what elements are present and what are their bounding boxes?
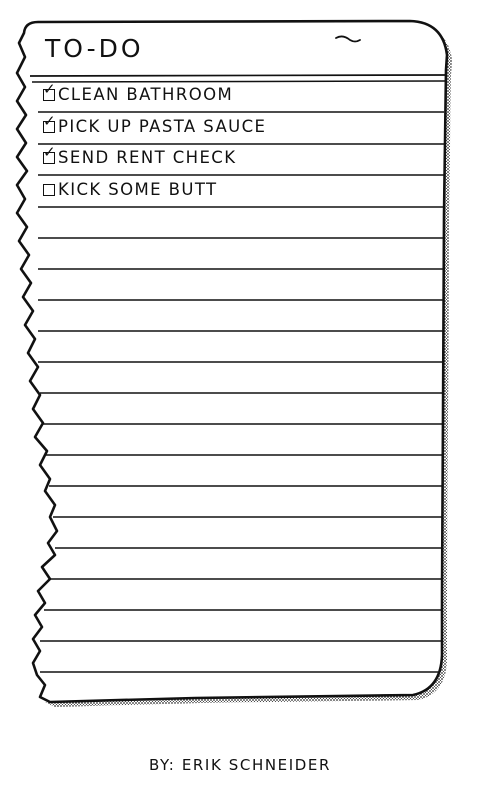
checkbox-checked-icon[interactable]: ✓ xyxy=(43,121,55,133)
todo-item[interactable] xyxy=(43,112,267,138)
page-title: TO-DO xyxy=(45,34,144,63)
header-rule-top xyxy=(30,75,445,76)
todo-item[interactable] xyxy=(43,143,237,169)
todo-item-label: KICK SOME BUTT xyxy=(58,179,218,199)
checkbox-unchecked-icon[interactable] xyxy=(43,184,55,196)
checkbox-checked-icon[interactable]: ✓ xyxy=(43,152,55,164)
todo-item-label: SEND RENT CHECK xyxy=(58,147,237,167)
checkbox-checked-icon[interactable]: ✓ xyxy=(43,89,55,101)
todo-item[interactable] xyxy=(43,80,234,106)
author-byline: BY: ERIK SCHNEIDER xyxy=(148,756,332,774)
header-rule-bottom xyxy=(32,81,445,82)
todo-item-label: PICK UP PASTA SAUCE xyxy=(58,116,267,136)
todo-item[interactable] xyxy=(43,179,218,201)
todo-item-label: CLEAN BATHROOM xyxy=(58,84,234,104)
